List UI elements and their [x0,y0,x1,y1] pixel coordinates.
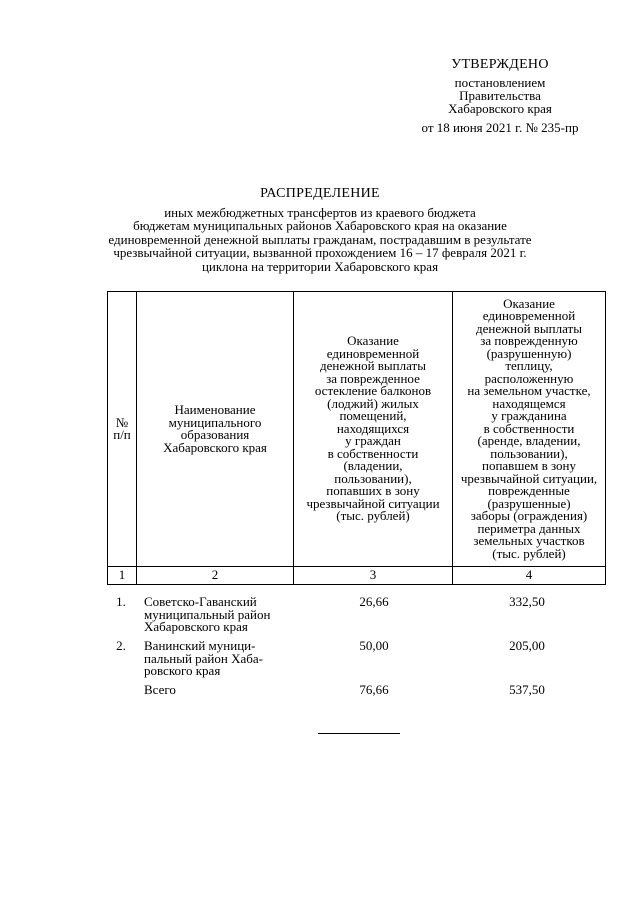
row-municipality: Ванинский муници- пальный район Хаба- ровского края [144,638,263,678]
total-value-balcony: 76,66 [359,682,389,697]
heading-line: единовременной денежной выплаты гражданам, пострадавшим в результате [108,231,532,247]
row-number: 1. [116,594,126,609]
approval-title: УТВЕРЖДЕНО [451,57,549,72]
total-label: Всего [144,682,176,697]
heading-line: циклона на территории Хабаровского края [201,258,439,274]
header-balcony-payment: Оказание единовременной денежной выплаты за поврежденное остекление балконов (лоджий) жилых помещений, находящихся у граждан в собственности (владении, пользовании), попавших в зону чрезвычайной ситуации (тыс. рублей) [294,292,453,567]
column-number: 4 [453,567,606,585]
row-value-balcony: 26,66 [359,594,389,609]
column-number: 1 [108,567,137,585]
row-number: 2. [116,638,126,653]
approval-line: Правительства [459,88,541,103]
column-number: 2 [137,567,294,585]
row-value-balcony: 50,00 [359,638,389,653]
header-number: № п/п [108,292,137,567]
total-value-greenhouse: 537,50 [509,682,545,697]
column-number-row [108,567,606,585]
heading-line: иных межбюджетных трансфертов из краевого бюджета [164,204,476,220]
document-heading [80,187,560,273]
row-municipality: Советско-Гаванский муниципальный район Хабаровского края [144,594,271,634]
table-header-row [108,292,606,567]
approval-line: Хабаровского края [448,101,552,116]
approval-date: от 18 июня 2021 г. № 235-пр [421,120,579,135]
header-greenhouse-payment: Оказание единовременной денежной выплаты за поврежденную (разрушенную) теплицу, расположенную на земельном участке, находящемся у гражданина в собственности (аренде, владении, пользовании), попавшем в зону чрезвычайной ситуации, поврежденные (разрушенные) заборы (ограждения) периметра данных земельных участков (тыс. рублей) [453,292,606,567]
column-number: 3 [294,567,453,585]
header-municipality: Наименование муниципального образования Хабаровского края [137,292,294,567]
approval-line: постановлением [454,75,546,90]
distribution-table [107,291,606,585]
end-divider [318,733,400,734]
document-title: РАСПРЕДЕЛЕНИЕ [260,186,380,201]
approval-stamp [395,58,605,134]
heading-line: бюджетам муниципальных районов Хабаровского края на оказание [133,218,507,233]
row-value-greenhouse: 205,00 [509,638,545,653]
heading-line: чрезвычайной ситуации, вызванной прохождением 16 – 17 февраля 2021 г. [113,245,527,260]
row-value-greenhouse: 332,50 [509,594,545,609]
